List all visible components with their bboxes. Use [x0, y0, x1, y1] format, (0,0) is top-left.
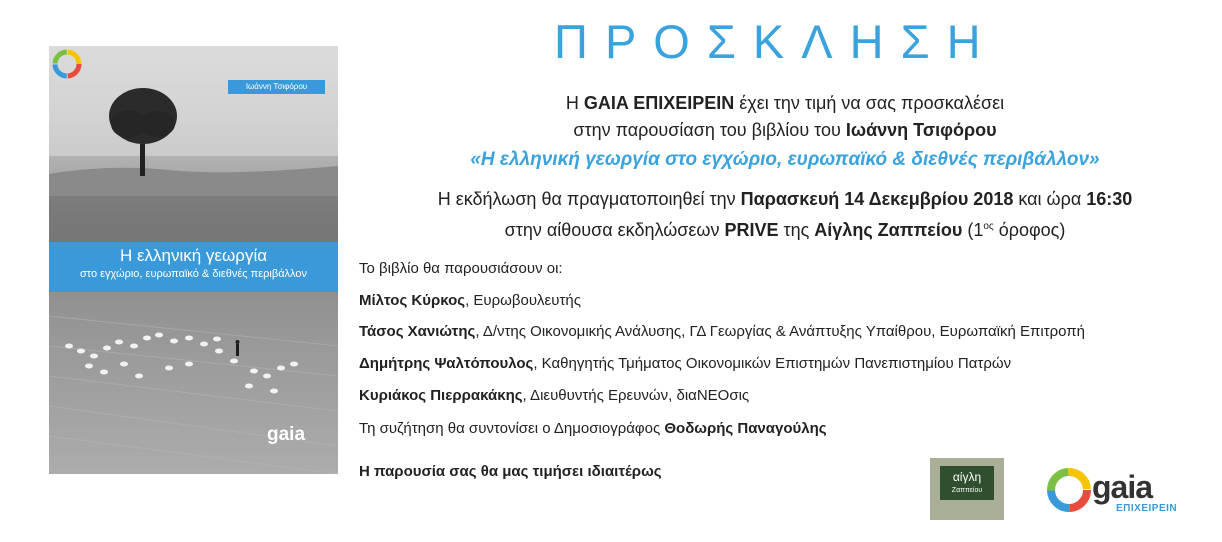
closing-text: Η παρουσία σας θα μας τιμήσει ιδιαιτέρως	[359, 463, 662, 480]
book-cover	[49, 46, 338, 474]
intro-text: στην παρουσίαση του βιβλίου του	[573, 120, 846, 140]
aigli-zappeiou-logo	[930, 458, 1004, 520]
book-title	[345, 148, 1222, 171]
page-title: ΠΡΟΣΚΛΗΣΗ	[554, 15, 998, 68]
intro-text: και ώρα	[1013, 189, 1087, 209]
speaker-role: , Καθηγητής Τμήματος Οικονομικών Επιστημών Πανεπιστημίου Πατρών	[533, 355, 1012, 372]
intro-text: Η	[565, 93, 584, 113]
event-time: 16:30	[1086, 189, 1133, 209]
author-name: Ιωάννη Τσιφόρου	[845, 120, 997, 140]
aigli-logo-name: αίγλη	[952, 470, 982, 484]
book-title-text: «Η ελληνική γεωργία στο εγχώριο, ευρωπαϊκό & διεθνές περιβάλλον»	[470, 149, 1100, 170]
intro-text: έχει την τιμή να σας προσκαλέσει	[734, 93, 1005, 113]
gaia-logo-sub: ΕΠΙΧΕΙΡΕΙΝ	[1116, 503, 1178, 514]
speaker-name: Κυριάκος Πιερρακάκης	[359, 387, 523, 404]
intro-text: Η εκδήλωση θα πραγματοποιηθεί την	[437, 189, 741, 209]
cover-logo-text: gaia	[267, 424, 306, 445]
intro-line-1	[345, 92, 1222, 115]
closing-line	[359, 463, 662, 480]
intro-line-2	[345, 119, 1222, 142]
speaker-name: Δημήτρης Ψαλτόπουλος	[359, 355, 534, 372]
aigli-logo-sub: Ζαππείου	[951, 487, 983, 494]
intro-text: στην αίθουσα εκδηλώσεων	[504, 220, 725, 240]
intro-text: όροφος)	[993, 220, 1066, 240]
company-name: GAIA ΕΠΙΧΕΙΡΕΙΝ	[583, 93, 735, 113]
floor-suffix: ος	[983, 221, 994, 232]
speaker-row	[359, 355, 1011, 372]
speaker-role: , Δ/ντης Οικονομικής Ανάλυσης, ΓΔ Γεωργίας & Ανάπτυξης Υπαίθρου, Ευρωπαϊκή Επιτροπή	[475, 323, 1085, 340]
cover-subtitle: στο εγχώριο, ευρωπαϊκό & διεθνές περιβάλλον	[79, 268, 307, 280]
speakers-intro: Το βιβλίο θα παρουσιάσουν οι:	[359, 260, 563, 277]
speaker-row	[359, 323, 1085, 340]
gaia-logo-name: gaia	[1092, 469, 1153, 505]
venue-name: Αίγλης Ζαππείου	[814, 220, 963, 240]
speaker-row	[359, 292, 581, 309]
event-venue-line	[345, 215, 1222, 242]
moderator-text: Τη συζήτηση θα συντονίσει ο Δημοσιογράφος	[359, 420, 665, 437]
moderator-line	[359, 420, 827, 437]
cover-author-label: Ιωάννη Τσιφόρου	[228, 80, 325, 94]
cover-title: Η ελληνική γεωργία	[119, 246, 268, 265]
speaker-row	[359, 387, 749, 404]
speaker-role: , Διευθυντής Ερευνών, διαΝΕΟσις	[522, 387, 750, 404]
aigli-logo-box	[940, 466, 994, 500]
cover-title-band	[49, 242, 338, 292]
cover-gaia-logo-icon	[49, 46, 139, 82]
venue-room: PRIVE	[724, 220, 779, 240]
moderator-name: Θοδωρής Παναγούλης	[664, 420, 827, 437]
speaker-role: , Ευρωβουλευτής	[465, 292, 581, 309]
intro-text: (1	[962, 220, 984, 240]
event-date-line	[345, 188, 1222, 211]
intro-text: της	[778, 220, 815, 240]
speaker-name: Μίλτος Κύρκος	[359, 292, 466, 309]
event-date: Παρασκευή 14 Δεκεμβρίου 2018	[740, 189, 1014, 209]
speaker-name: Τάσος Χανιώτης	[359, 323, 476, 340]
